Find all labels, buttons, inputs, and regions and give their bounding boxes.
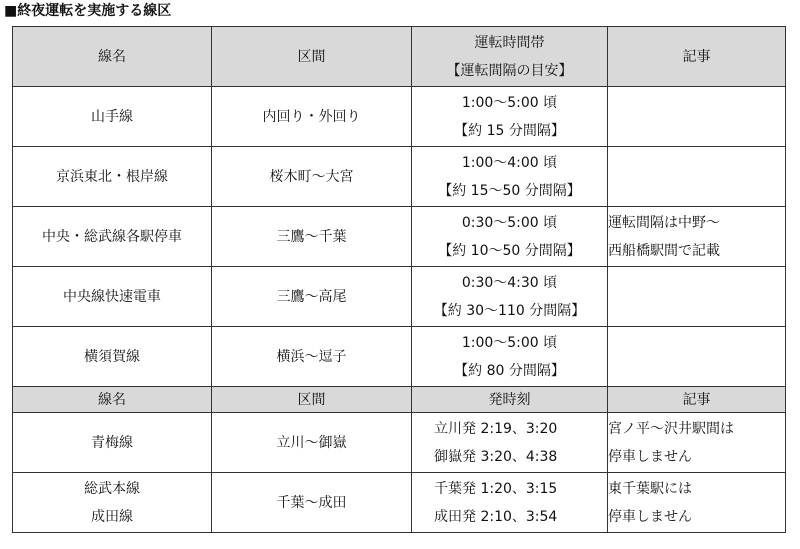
note-cell <box>608 87 786 147</box>
note-cell: 宮ノ平〜沢井駅間は 停車しません <box>608 413 786 473</box>
section-cell: 立川〜御嶽 <box>212 413 412 473</box>
time-cell: 1:00〜4:00 頃 【約 15〜50 分間隔】 <box>412 147 608 207</box>
section-cell: 内回り・外回り <box>212 87 412 147</box>
line-name-cell: 青梅線 <box>13 413 212 473</box>
table-row <box>13 413 786 473</box>
section-cell: 桜木町〜大宮 <box>212 147 412 207</box>
line-name-cell: 中央線快速電車 <box>13 267 212 327</box>
time-cell: 1:00〜5:00 頃 【約 15 分間隔】 <box>412 87 608 147</box>
table-header-row <box>13 27 786 87</box>
header-note: 記事 <box>608 387 786 413</box>
time-cell: 0:30〜5:00 頃 【約 10〜50 分間隔】 <box>412 207 608 267</box>
table-header-row <box>13 387 786 413</box>
note-cell <box>608 267 786 327</box>
header-note: 記事 <box>608 27 786 87</box>
line-name-cell: 京浜東北・根岸線 <box>13 147 212 207</box>
line-name-cell: 横須賀線 <box>13 327 212 387</box>
note-cell: 東千葉駅には 停車しません <box>608 473 786 533</box>
line-name-cell: 総武本線 成田線 <box>13 473 212 533</box>
table-row <box>13 207 786 267</box>
table-row <box>13 267 786 327</box>
note-cell: 運転間隔は中野〜 西船橋駅間で記載 <box>608 207 786 267</box>
section-cell: 千葉〜成田 <box>212 473 412 533</box>
table-row <box>13 87 786 147</box>
header-departure-time: 発時刻 <box>412 387 608 413</box>
note-cell <box>608 147 786 207</box>
schedule-table <box>12 26 786 533</box>
line-name-cell: 山手線 <box>13 87 212 147</box>
table-row <box>13 473 786 533</box>
header-line-name: 線名 <box>13 387 212 413</box>
table-row <box>13 327 786 387</box>
section-cell: 三鷹〜高尾 <box>212 267 412 327</box>
departure-cell: 千葉発 1:20、3:15 成田発 2:10、3:54 <box>412 473 608 533</box>
section-cell: 三鷹〜千葉 <box>212 207 412 267</box>
header-line-name: 線名 <box>13 27 212 87</box>
header-operating-time: 運転時間帯 【運転間隔の目安】 <box>412 27 608 87</box>
time-cell: 1:00〜5:00 頃 【約 80 分間隔】 <box>412 327 608 387</box>
departure-cell: 立川発 2:19、3:20 御嶽発 3:20、4:38 <box>412 413 608 473</box>
table-row <box>13 147 786 207</box>
note-cell <box>608 327 786 387</box>
header-section: 区間 <box>212 27 412 87</box>
section-cell: 横浜〜逗子 <box>212 327 412 387</box>
page-title: ■終夜運転を実施する線区 <box>4 3 172 19</box>
header-section: 区間 <box>212 387 412 413</box>
time-cell: 0:30〜4:30 頃 【約 30〜110 分間隔】 <box>412 267 608 327</box>
line-name-cell: 中央・総武線各駅停車 <box>13 207 212 267</box>
